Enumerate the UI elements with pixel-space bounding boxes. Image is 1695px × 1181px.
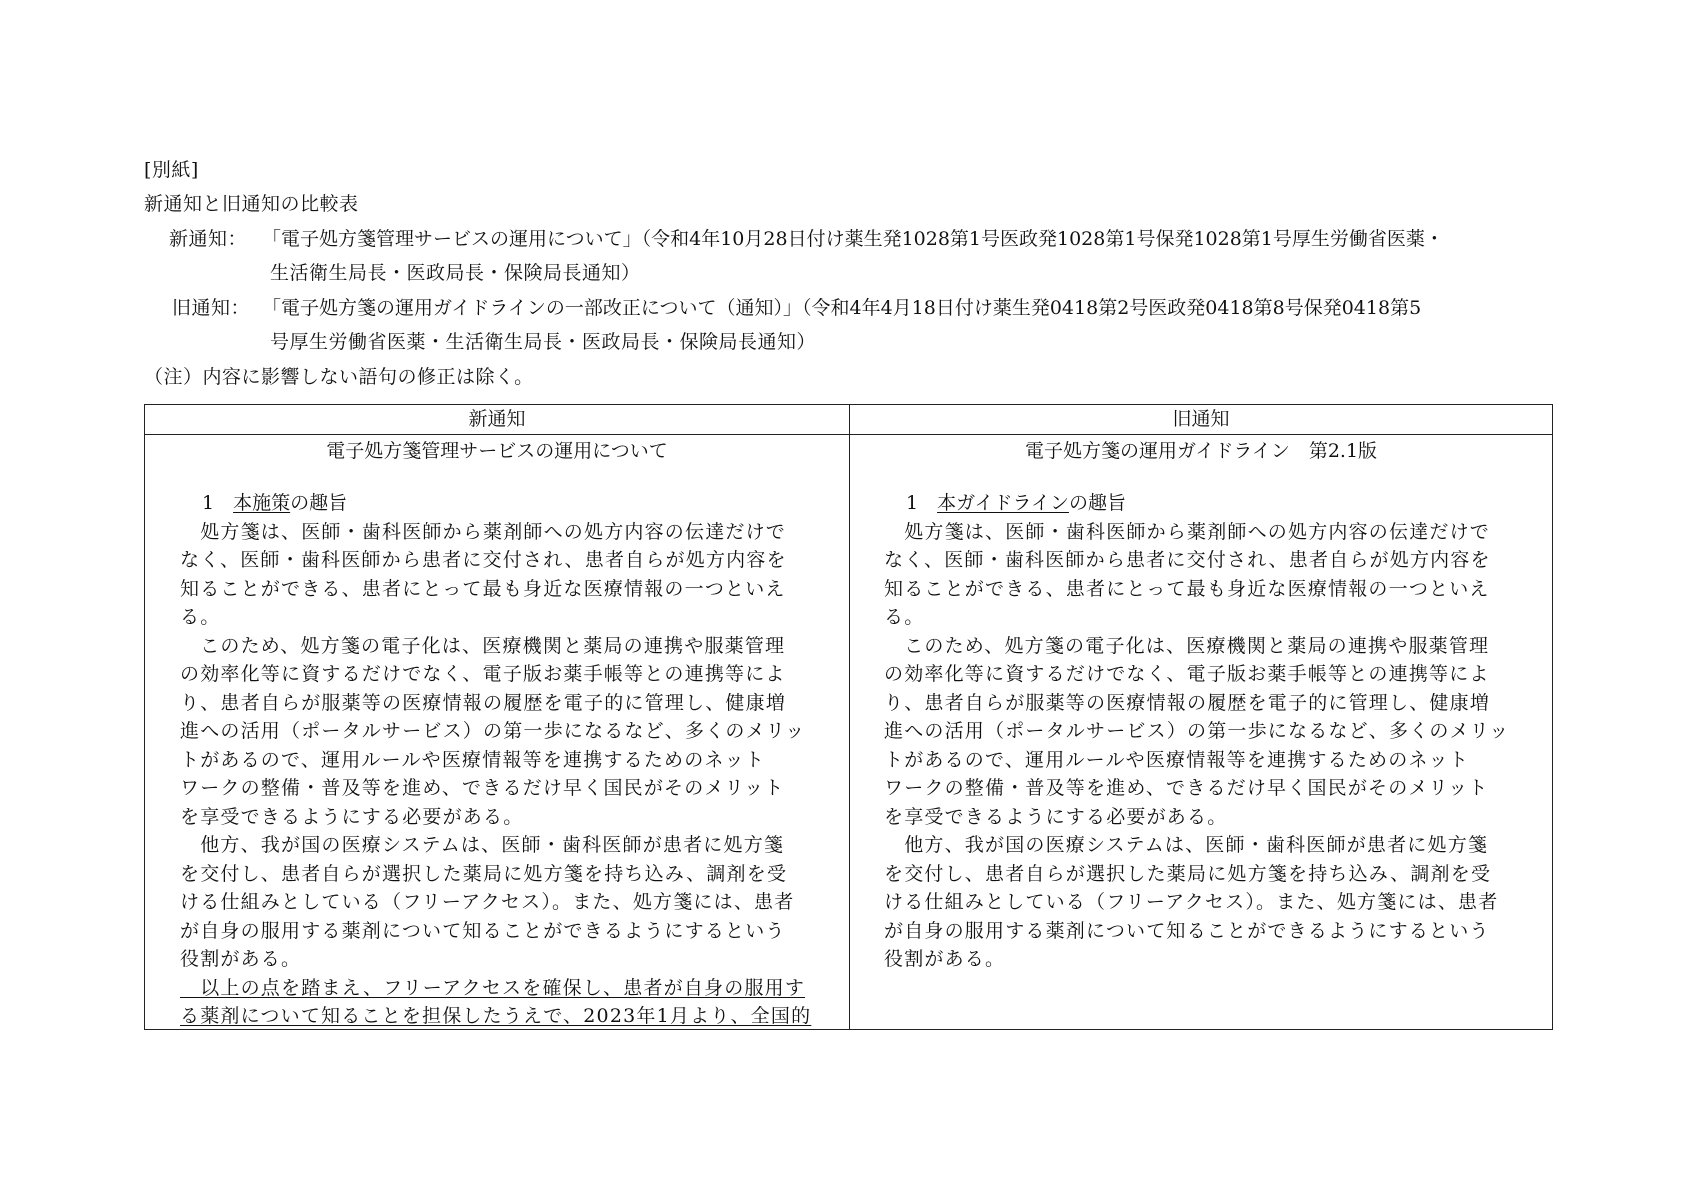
- new-line: なく、医師・歯科医師から患者に交付され、患者自らが処方内容を: [180, 549, 787, 571]
- old-line: り、患者自らが服薬等の医療情報の履歴を電子的に管理し、健康増: [884, 691, 1491, 714]
- old-line: 進への活用（ポータルサービス）の第一歩になるなど、多くのメリッ: [884, 720, 1510, 742]
- new-section-heading: [180, 489, 840, 518]
- new-line: を享受できるようにする必要がある。: [180, 805, 524, 828]
- new-line: 処方箋は、医師・歯科医師から薬剤師への処方内容の伝達だけで: [180, 520, 787, 543]
- old-section-heading: [884, 489, 1544, 518]
- new-line: ける仕組みとしている（フリーアクセス）。また、処方箋には、患者: [180, 891, 795, 913]
- new-line: 進への活用（ポータルサービス）の第一歩になるなど、多くのメリッ: [180, 720, 806, 742]
- new-line: り、患者自らが服薬等の医療情報の履歴を電子的に管理し、健康増: [180, 691, 787, 714]
- old-line: このため、処方箋の電子化は、医療機関と薬局の連携や服薬管理: [884, 634, 1490, 657]
- old-line: ける仕組みとしている（フリーアクセス）。また、処方箋には、患者: [884, 891, 1499, 913]
- new-column-header: 新通知: [468, 408, 526, 430]
- old-line: 知ることができる、患者にとって最も身近な医療情報の一つといえ: [884, 577, 1490, 600]
- old-notice-line2: 号厚生労働省医薬・生活衛生局長・医政局長・保険局長通知）: [270, 331, 817, 353]
- new-changed-line: [180, 1002, 840, 1031]
- old-line: 処方箋は、医師・歯科医師から薬剤師への処方内容の伝達だけで: [884, 520, 1491, 543]
- new-changed-line: [180, 974, 840, 1003]
- new-notice-label: 新通知：: [169, 228, 248, 250]
- old-notice-line1: 「電子処方箋の運用ガイドラインの一部改正について（通知）」（令和4年4月18日付け薬生発0418第2号医政発0418第8号保発0418第5: [262, 297, 1422, 319]
- column-divider: [849, 405, 850, 1029]
- new-line: が自身の服用する薬剤について知ることができるようにするという: [180, 919, 786, 942]
- old-line: が自身の服用する薬剤について知ることができるようにするという: [884, 919, 1490, 942]
- new-notice-line2: 生活衛生局長・医政局長・保険局長通知）: [270, 262, 641, 284]
- old-line: る。: [884, 606, 925, 628]
- new-section-rest: の趣旨: [290, 492, 348, 514]
- old-column-header: 旧通知: [1172, 408, 1230, 430]
- old-line: ワークの整備・普及等を進め、できるだけ早く国民がそのメリット: [884, 777, 1489, 799]
- new-changed-text: 以上の点を踏まえ、フリーアクセスを確保し、患者が自身の服用す: [180, 976, 806, 999]
- new-line: このため、処方箋の電子化は、医療機関と薬局の連携や服薬管理: [180, 634, 786, 657]
- old-section-rest: の趣旨: [1068, 492, 1126, 514]
- new-line: の効率化等に資するだけでなく、電子版お薬手帳等との連携等によ: [180, 663, 786, 685]
- note: （注）内容に影響しない語句の修正は除く。: [144, 366, 534, 388]
- new-changed-text: る薬剤について知ることを担保したうえで、2023年1月より、全国的: [180, 1005, 812, 1027]
- old-line: の効率化等に資するだけでなく、電子版お薬手帳等との連携等によ: [884, 663, 1490, 685]
- old-column-body: [884, 489, 1544, 974]
- old-line: を享受できるようにする必要がある。: [884, 805, 1228, 828]
- old-notice-label: 旧通知：: [172, 297, 251, 319]
- new-section-number: 1: [202, 492, 234, 514]
- new-line: 他方、我が国の医療システムは、医師・歯科医師が患者に処方箋: [180, 834, 785, 856]
- new-line: を交付し、患者自らが選択した薬局に処方箋を持ち込み、調剤を受: [180, 862, 788, 885]
- old-line: 他方、我が国の医療システムは、医師・歯科医師が患者に処方箋: [884, 834, 1489, 856]
- new-notice-line1: 「電子処方箋管理サービスの運用について」（令和4年10月28日付け薬生発1028第1号医政発1028第1号保発1028第1号厚生労働省医薬・: [262, 228, 1444, 250]
- new-line: ワークの整備・普及等を進め、できるだけ早く国民がそのメリット: [180, 777, 785, 799]
- old-section-number: 1: [906, 492, 938, 514]
- comparison-title: 新通知と旧通知の比較表: [144, 193, 359, 215]
- attachment-label: [別紙]: [144, 159, 199, 181]
- new-column-body: [180, 489, 840, 1031]
- old-line: を交付し、患者自らが選択した薬局に処方箋を持ち込み、調剤を受: [884, 862, 1492, 885]
- new-section-changed-text: 本施策: [233, 492, 291, 514]
- old-section-changed-text: 本ガイドライン: [937, 492, 1069, 514]
- new-doc-title: 電子処方箋管理サービスの運用について: [326, 440, 668, 462]
- old-line: なく、医師・歯科医師から患者に交付され、患者自らが処方内容を: [884, 549, 1491, 571]
- old-line: 役割がある。: [884, 948, 1006, 970]
- new-line: 知ることができる、患者にとって最も身近な医療情報の一つといえ: [180, 577, 786, 600]
- comparison-table: [144, 404, 1553, 1030]
- new-line: 役割がある。: [180, 948, 302, 970]
- header-divider: [145, 434, 1552, 435]
- new-line: トがあるので、運用ルールや医療情報等を連携するためのネット: [180, 748, 766, 771]
- old-doc-title: 電子処方箋の運用ガイドライン 第2.1版: [1024, 440, 1378, 462]
- new-line: る。: [180, 606, 221, 628]
- old-line: トがあるので、運用ルールや医療情報等を連携するためのネット: [884, 748, 1470, 771]
